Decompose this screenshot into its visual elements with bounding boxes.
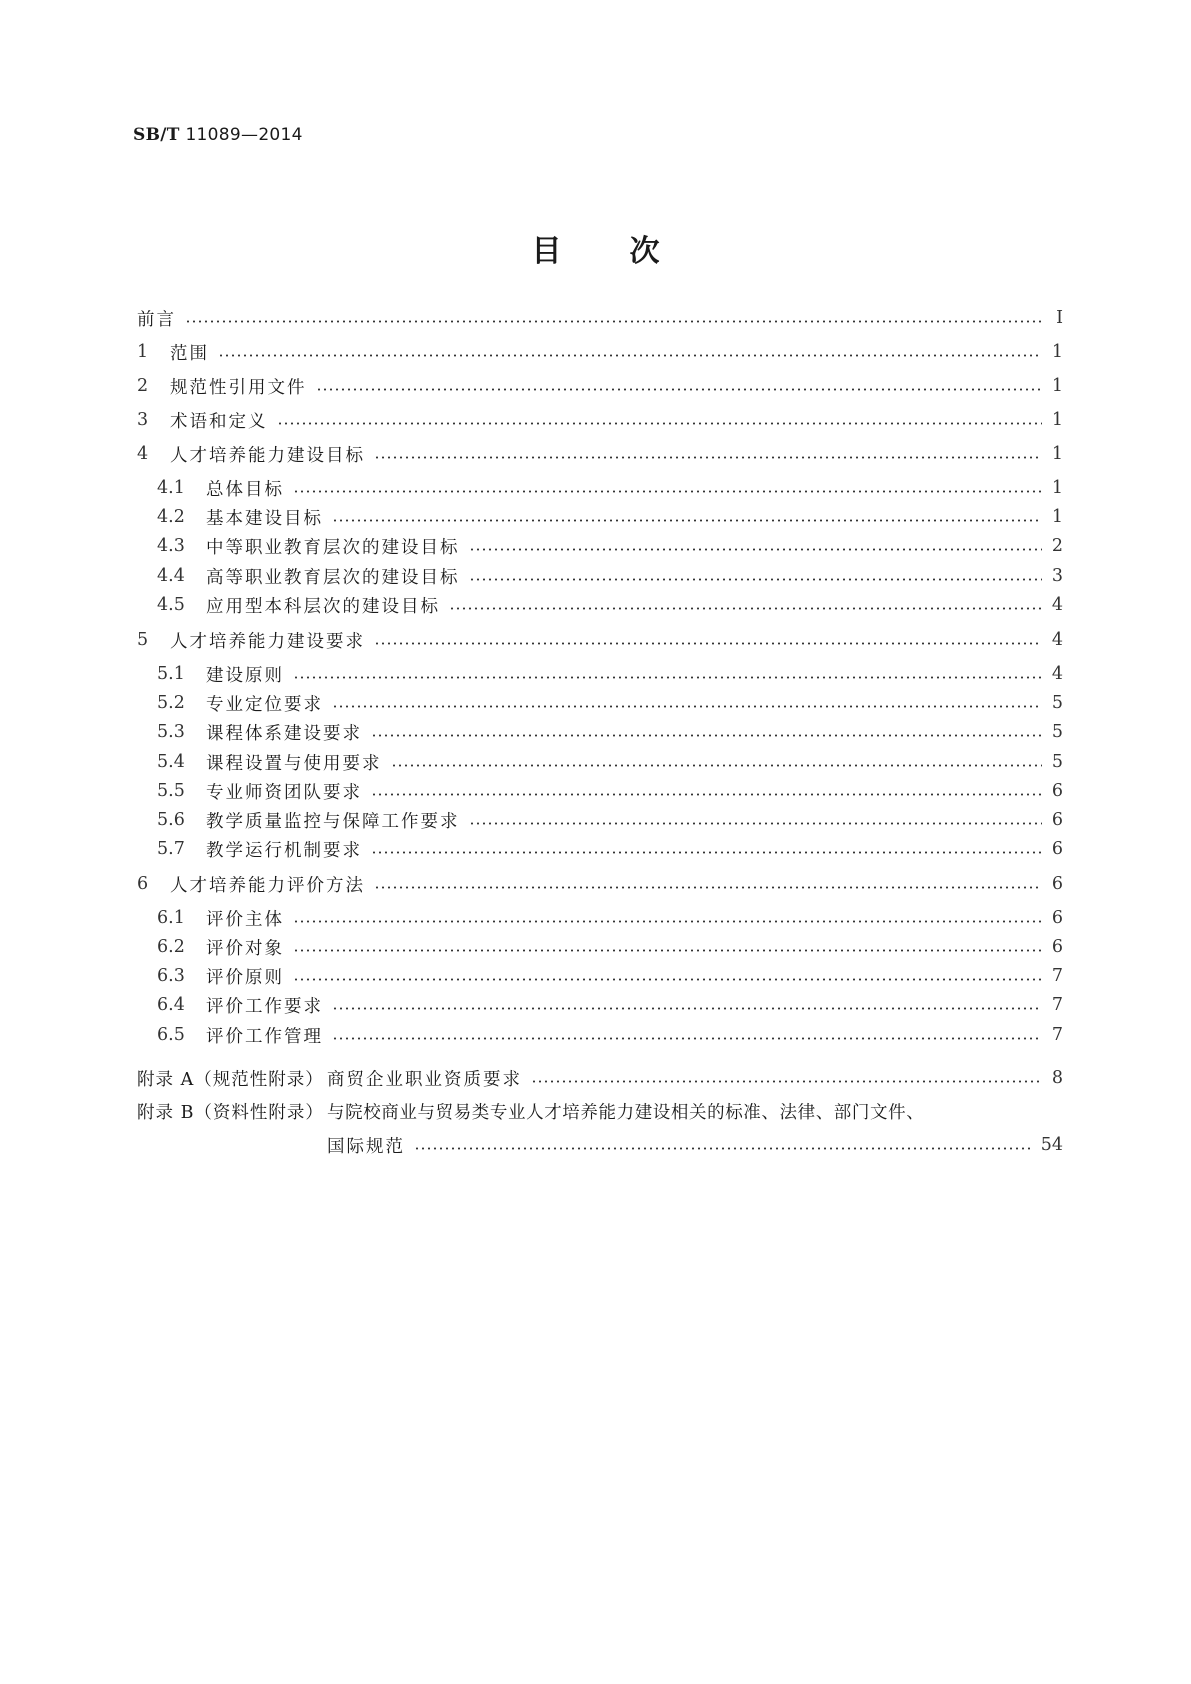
- toc-entry-label: 高等职业教育层次的建设目标: [206, 567, 460, 588]
- toc-entry-label: 规范性引用文件: [170, 377, 307, 398]
- toc-entry-page: 5: [1051, 752, 1063, 772]
- toc-leader-dots: [293, 676, 1042, 679]
- toc-entry[interactable]: [137, 991, 1063, 1019]
- toc-entry[interactable]: [137, 718, 1063, 746]
- toc-entry-appendix-b[interactable]: [137, 1097, 1063, 1125]
- toc-entry-prefix: 附录 A（规范性附录）: [137, 1069, 324, 1090]
- toc-entry-number: 6.5: [157, 1025, 185, 1045]
- toc-entry-page: 6: [1051, 908, 1063, 928]
- toc-entry-number: 4: [137, 444, 149, 464]
- toc-entry-number: 6.2: [157, 937, 185, 957]
- toc-leader-dots: [469, 578, 1043, 581]
- toc-entry-label: 商贸企业职业资质要求: [327, 1069, 522, 1090]
- toc-leader-dots: [449, 607, 1042, 610]
- toc-entry-label: 专业定位要求: [206, 694, 323, 715]
- toc-entry[interactable]: [137, 748, 1063, 776]
- standard-code: [133, 125, 303, 145]
- toc-entry-page: 5: [1051, 693, 1063, 713]
- toc-entry-label: 范围: [170, 343, 209, 364]
- toc-leader-dots: [371, 734, 1042, 737]
- toc-entry-page: 6: [1051, 874, 1063, 894]
- toc-entry-page: 1: [1051, 376, 1063, 396]
- page-title: [0, 226, 1191, 270]
- toc-entry-page: 1: [1051, 444, 1063, 464]
- toc-leader-dots: [316, 388, 1043, 391]
- toc-entry-number: 4.4: [157, 566, 185, 586]
- toc-entry-label: 中等职业教育层次的建设目标: [206, 537, 460, 558]
- toc-entry-number: 4.1: [157, 478, 185, 498]
- toc-entry-label: 总体目标: [206, 479, 284, 500]
- toc-entry[interactable]: [137, 503, 1063, 531]
- toc-entry-page: 1: [1051, 410, 1063, 430]
- toc-entry-label: 专业师资团队要求: [206, 782, 362, 803]
- toc-leader-dots: [531, 1080, 1042, 1083]
- toc-leader-dots: [374, 456, 1042, 459]
- toc-entry-page: 3: [1051, 566, 1063, 586]
- toc-entry-page: 1: [1051, 507, 1063, 527]
- toc-entry[interactable]: [137, 870, 1063, 898]
- toc-entry-label: 评价工作要求: [206, 996, 323, 1017]
- toc-entry[interactable]: [137, 532, 1063, 560]
- toc-entry[interactable]: [137, 372, 1063, 400]
- toc-leader-dots: [371, 851, 1042, 854]
- toc-entry-page: 6: [1051, 781, 1063, 801]
- toc-leader-dots: [332, 1037, 1042, 1040]
- toc-entry-page: 7: [1051, 995, 1063, 1015]
- toc-entry-page: 8: [1051, 1068, 1063, 1088]
- toc-entry-number: 4.3: [157, 536, 185, 556]
- toc-entry-number: 6.4: [157, 995, 185, 1015]
- toc-entry-label: 人才培养能力建设目标: [170, 445, 365, 466]
- toc-entry-page: 4: [1051, 595, 1063, 615]
- toc-leader-dots: [332, 1007, 1042, 1010]
- toc-entry[interactable]: [137, 689, 1063, 717]
- toc-leader-dots: [391, 764, 1043, 767]
- toc-entry-label: 评价原则: [206, 967, 284, 988]
- toc-entry[interactable]: [137, 660, 1063, 688]
- toc-entry[interactable]: [137, 962, 1063, 990]
- toc-entry-page: 6: [1051, 810, 1063, 830]
- toc-entry[interactable]: [137, 474, 1063, 502]
- toc-entry[interactable]: [137, 338, 1063, 366]
- toc-leader-dots: [293, 490, 1042, 493]
- toc-entry-page: 1: [1051, 342, 1063, 362]
- toc-entry[interactable]: [137, 777, 1063, 805]
- toc-entry-label: 教学运行机制要求: [206, 840, 362, 861]
- toc-entry-number: 2: [137, 376, 149, 396]
- page-title-char-2: 次: [629, 234, 660, 269]
- toc-entry-number: 5.7: [157, 839, 185, 859]
- toc-entry-page: 2: [1051, 536, 1063, 556]
- toc-entry-page: 5: [1051, 722, 1063, 742]
- toc-leader-dots: [469, 548, 1043, 551]
- toc-entry[interactable]: [137, 304, 1063, 332]
- toc-entry-page: 6: [1051, 937, 1063, 957]
- toc-entry[interactable]: [137, 835, 1063, 863]
- toc-entry-label: 课程体系建设要求: [206, 723, 362, 744]
- toc-entry-label: 应用型本科层次的建设目标: [206, 596, 440, 617]
- toc-entry-number: 5.5: [157, 781, 185, 801]
- toc-entry-number: 5.6: [157, 810, 185, 830]
- toc-entry-appendix-b-continuation[interactable]: [137, 1131, 1063, 1159]
- toc-entry-label: 前言: [137, 309, 176, 330]
- toc-entry-label: 国际规范: [327, 1136, 405, 1157]
- toc-entry[interactable]: [137, 626, 1063, 654]
- toc-entry-number: 1: [137, 342, 149, 362]
- toc-leader-dots: [185, 320, 1042, 323]
- toc-leader-dots: [218, 354, 1042, 357]
- toc-entry[interactable]: [137, 406, 1063, 434]
- toc-entry[interactable]: [137, 591, 1063, 619]
- toc-leader-dots: [277, 422, 1043, 425]
- toc-entry-number: 4.5: [157, 595, 185, 615]
- toc-entry-number: 6.1: [157, 908, 185, 928]
- toc-entry-number: 5.4: [157, 752, 185, 772]
- toc-entry-page: 7: [1051, 1025, 1063, 1045]
- toc-leader-dots: [293, 949, 1042, 952]
- toc-entry-number: 6: [137, 874, 149, 894]
- toc-leader-dots: [414, 1147, 1032, 1150]
- toc-leader-dots: [469, 822, 1043, 825]
- toc-leader-dots: [332, 705, 1042, 708]
- standard-code-prefix: SB/T: [133, 125, 180, 145]
- toc-entry-number: 3: [137, 410, 149, 430]
- toc-entry-page: Ⅰ: [1056, 308, 1063, 328]
- toc-entry[interactable]: [137, 440, 1063, 468]
- toc-entry-number: 5.3: [157, 722, 185, 742]
- toc-leader-dots: [293, 978, 1042, 981]
- toc-entry-label: 人才培养能力评价方法: [170, 875, 365, 896]
- page-title-char-1: 目: [531, 234, 562, 269]
- standard-code-number: 11089—2014: [185, 125, 303, 145]
- toc-leader-dots: [374, 886, 1042, 889]
- toc-entry-label: 基本建设目标: [206, 508, 323, 529]
- toc-entry-label: 教学质量监控与保障工作要求: [206, 811, 460, 832]
- toc-entry-label: 课程设置与使用要求: [206, 753, 382, 774]
- toc-entry-label: 术语和定义: [170, 411, 268, 432]
- toc-entry-number: 5.1: [157, 664, 185, 684]
- toc-leader-dots: [371, 793, 1042, 796]
- toc-entry-page: 54: [1040, 1135, 1063, 1155]
- toc-entry-label: 人才培养能力建设要求: [170, 631, 365, 652]
- toc-entry-label: 评价工作管理: [206, 1026, 323, 1047]
- toc-entry-page: 1: [1051, 478, 1063, 498]
- toc-leader-dots: [374, 642, 1042, 645]
- toc-entry-number: 4.2: [157, 507, 185, 527]
- toc-entry[interactable]: [137, 1021, 1063, 1049]
- toc-leader-dots: [293, 920, 1042, 923]
- toc-entry[interactable]: [137, 562, 1063, 590]
- toc-entry-page: 4: [1051, 664, 1063, 684]
- toc-entry-label: 与院校商业与贸易类专业人才培养能力建设相关的标准、法律、部门文件、: [327, 1102, 925, 1123]
- toc-entry-label: 建设原则: [206, 665, 284, 686]
- toc-entry-number: 6.3: [157, 966, 185, 986]
- toc-entry-label: 评价对象: [206, 938, 284, 959]
- toc-entry[interactable]: [137, 904, 1063, 932]
- toc-entry-number: 5: [137, 630, 149, 650]
- toc-entry-appendix-a[interactable]: [137, 1064, 1063, 1092]
- toc-entry[interactable]: [137, 806, 1063, 834]
- toc-leader-dots: [332, 519, 1042, 522]
- toc-entry-page: 4: [1051, 630, 1063, 650]
- toc-entry-label: 评价主体: [206, 909, 284, 930]
- toc-entry-page: 7: [1051, 966, 1063, 986]
- toc-entry[interactable]: [137, 933, 1063, 961]
- toc-entry-number: 5.2: [157, 693, 185, 713]
- toc-entry-page: 6: [1051, 839, 1063, 859]
- toc-entry-prefix: 附录 B（资料性附录）: [137, 1102, 324, 1123]
